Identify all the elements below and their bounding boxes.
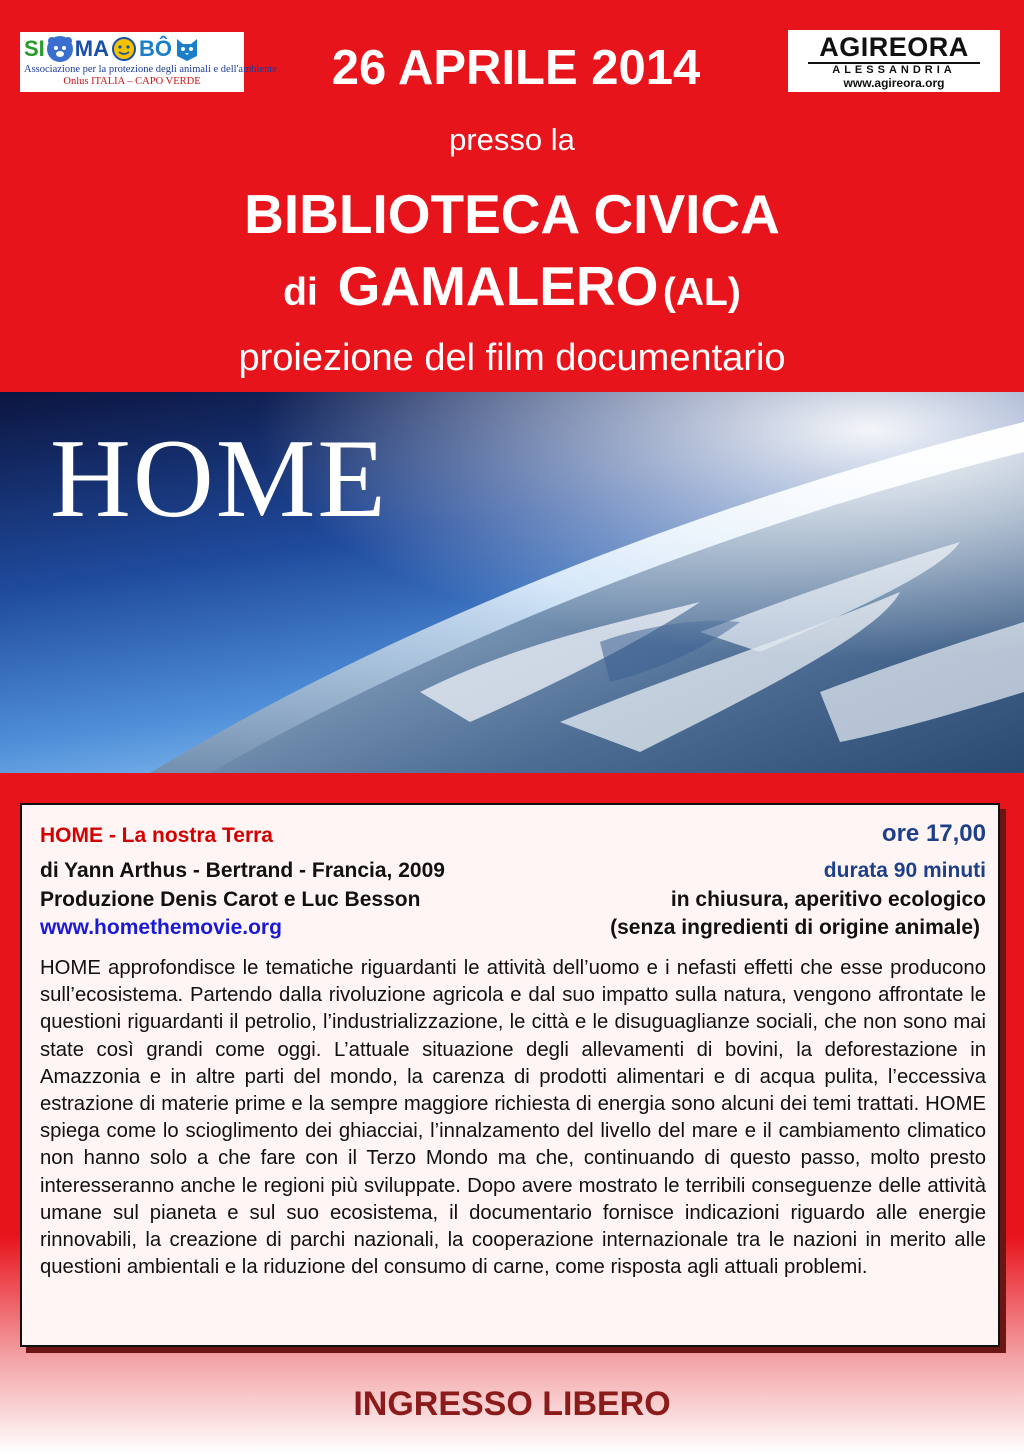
bear-face-icon bbox=[47, 36, 73, 62]
film-title: HOME bbox=[40, 824, 103, 847]
presso-text: presso la bbox=[449, 122, 575, 157]
venue-province: (AL) bbox=[662, 271, 741, 314]
film-production: Produzione Denis Carot e Luc Besson bbox=[40, 888, 421, 911]
screening-time: ore 17,00 bbox=[881, 820, 986, 847]
cat-face-icon bbox=[174, 36, 200, 62]
film-subtitle: - La nostra Terra bbox=[103, 824, 273, 847]
venue-di: di bbox=[283, 271, 318, 314]
simabo-logo bbox=[20, 32, 277, 92]
film-director: di Yann Arthus - Bertrand - Francia, 2009 bbox=[40, 859, 445, 882]
venue-name: BIBLIOTECA CIVICA bbox=[244, 183, 780, 245]
logo-name-part: BÔ bbox=[139, 36, 173, 61]
simabo-tagline: Associazione per la protezione degli animali e dell'ambiente bbox=[24, 64, 277, 75]
agireora-logo bbox=[788, 30, 1000, 92]
film-title-graphic: HOME bbox=[50, 417, 388, 541]
film-description: HOME approfondisce le tematiche riguardanti le attività dell’uomo e i nefasti effetti che esse producono sull’ecosistema. Partendo dalla rivoluzione agricola e dal suo impatto sulla natura, vengono affrontate le questioni riguardanti il petrolio, l’industrializzazione, le città e le disuguaglianze sociali, che non sono mai state così grandi come oggi. L’attuale situazione degli allevamenti di bovini, la deforestazione in Amazzonia e in altre parti del mondo, la carenza di prodotti alimentari e di acqua pulita, l’eccessiva estrazione di materie prime e la sempre maggiore richiesta di energia sono alcuni dei temi trattati. HOME spiega come lo scioglimento dei ghiacciai, l’innalzamento del livello del mare e il cambiamento climatico non hanno solo a che fare con il Terzo Mondo ma che, continuando di questo passo, molto presto interesseranno anche le regioni più sviluppate. Dopo avere mostrato le terribili conseguenze delle attività umane sul pianeta e sul suo ecosistema, il documentario fornisce indicazioni riguardo alle energie rinnovabili, la creazione di parchi nazionali, la cooperazione internazionale tra le nazioni in merito alle questioni ambientali e la riduzione del consumo di carne, come risposta agli attuali problemi. bbox=[40, 957, 986, 1279]
film-website-link[interactable]: www.homethemovie.org bbox=[40, 916, 282, 939]
venue-town: GAMALERO bbox=[337, 255, 659, 317]
film-info-box bbox=[20, 803, 1000, 1347]
agireora-name: AGIREORA bbox=[819, 32, 969, 62]
header-band bbox=[0, 0, 1024, 392]
logo-name-part: MA bbox=[74, 36, 110, 61]
free-admission: INGRESSO LIBERO bbox=[353, 1385, 671, 1423]
agireora-city: ALESSANDRIA bbox=[808, 62, 980, 76]
event-date: 26 APRILE 2014 bbox=[331, 41, 701, 95]
projection-text: proiezione del film documentario bbox=[238, 337, 786, 379]
logo-name-part: SI bbox=[24, 36, 45, 61]
closing-note: (senza ingredienti di origine animale) bbox=[610, 916, 980, 939]
simabo-logo-name bbox=[24, 34, 240, 64]
closing-aperitivo: in chiusura, aperitivo ecologico bbox=[670, 888, 986, 911]
film-duration: durata 90 minuti bbox=[823, 859, 986, 882]
film-title-line bbox=[40, 822, 273, 850]
agireora-url: www.agireora.org bbox=[843, 76, 945, 90]
earth-image bbox=[0, 392, 1024, 773]
venue-town-line bbox=[0, 250, 1024, 337]
simabo-subline: Onlus ITALIA – CAPO VERDE bbox=[63, 76, 201, 87]
sun-face-icon bbox=[111, 36, 137, 62]
